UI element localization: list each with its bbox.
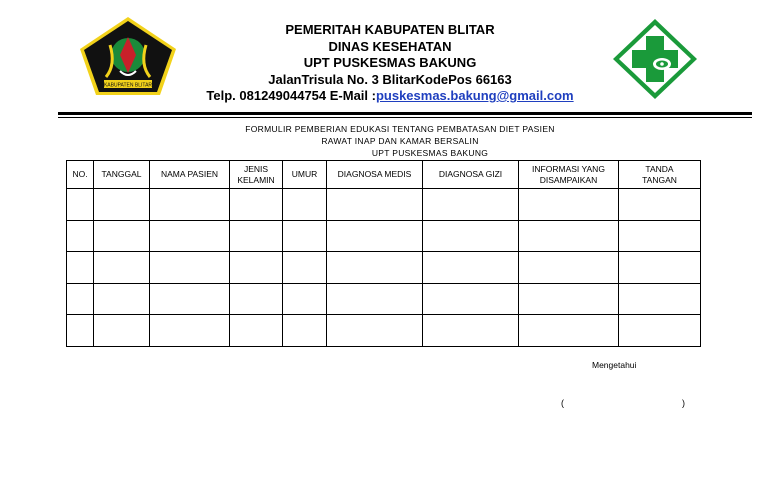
table-row bbox=[67, 189, 701, 221]
table-cell[interactable] bbox=[283, 283, 327, 315]
table-cell[interactable] bbox=[327, 252, 423, 284]
table-cell[interactable] bbox=[94, 220, 150, 252]
form-title-line2: RAWAT INAP DAN KAMAR BERSALIN bbox=[321, 136, 479, 146]
table-cell[interactable] bbox=[283, 315, 327, 347]
kabupaten-blitar-logo bbox=[76, 15, 180, 97]
table-cell[interactable] bbox=[94, 252, 150, 284]
table-cell[interactable] bbox=[150, 252, 230, 284]
table-cell[interactable] bbox=[327, 189, 423, 221]
table-cell[interactable] bbox=[619, 315, 701, 347]
table-cell[interactable] bbox=[67, 189, 94, 221]
table-cell[interactable] bbox=[230, 220, 283, 252]
table-cell[interactable] bbox=[619, 220, 701, 252]
table-cell[interactable] bbox=[519, 283, 619, 315]
table-row bbox=[67, 315, 701, 347]
table-cell[interactable] bbox=[94, 283, 150, 315]
logo-caption: KABUPATEN BLITAR bbox=[103, 82, 153, 89]
table-cell[interactable] bbox=[327, 315, 423, 347]
table-cell[interactable] bbox=[283, 220, 327, 252]
col-header-tanggal: TANGGAL bbox=[94, 161, 150, 189]
puskesmas-logo bbox=[612, 18, 698, 100]
table-cell[interactable] bbox=[423, 315, 519, 347]
table-cell[interactable] bbox=[67, 315, 94, 347]
table-cell[interactable] bbox=[230, 283, 283, 315]
address: JalanTrisula No. 3 BlitarKodePos 66163 bbox=[268, 71, 512, 87]
table-cell[interactable] bbox=[283, 252, 327, 284]
table-cell[interactable] bbox=[230, 252, 283, 284]
signature-open-paren: ( bbox=[561, 398, 564, 408]
table-cell[interactable] bbox=[94, 315, 150, 347]
col-header-informasi: INFORMASI YANG DISAMPAIKAN bbox=[519, 161, 619, 189]
email-link[interactable]: puskesmas.bakung@gmail.com bbox=[375, 88, 574, 103]
clinic-name: UPT PUSKESMAS BAKUNG bbox=[303, 55, 477, 70]
table-cell[interactable] bbox=[67, 220, 94, 252]
col-header-nama-pasien: NAMA PASIEN bbox=[150, 161, 230, 189]
education-form-table bbox=[66, 160, 701, 347]
col-header-umur: UMUR bbox=[283, 161, 327, 189]
acknowledge-label: Mengetahui bbox=[592, 360, 637, 370]
table-cell[interactable] bbox=[619, 283, 701, 315]
table-cell[interactable] bbox=[519, 220, 619, 252]
table-cell[interactable] bbox=[94, 189, 150, 221]
header-divider-thin bbox=[58, 117, 752, 118]
table-cell[interactable] bbox=[150, 220, 230, 252]
table-row bbox=[67, 283, 701, 315]
col-header-diagnosa-medis: DIAGNOSA MEDIS bbox=[327, 161, 423, 189]
col-header-no: NO. bbox=[67, 161, 94, 189]
letterhead bbox=[180, 22, 600, 105]
table-cell[interactable] bbox=[67, 252, 94, 284]
table-cell[interactable] bbox=[619, 189, 701, 221]
table-cell[interactable] bbox=[619, 252, 701, 284]
table-cell[interactable] bbox=[150, 283, 230, 315]
col-header-diagnosa-gizi: DIAGNOSA GIZI bbox=[423, 161, 519, 189]
table-cell[interactable] bbox=[423, 220, 519, 252]
department-name: DINAS KESEHATAN bbox=[328, 38, 452, 54]
table-header-row bbox=[67, 161, 701, 189]
form-title bbox=[120, 123, 680, 159]
table-cell[interactable] bbox=[150, 315, 230, 347]
table-cell[interactable] bbox=[327, 220, 423, 252]
table-cell[interactable] bbox=[67, 283, 94, 315]
table-cell[interactable] bbox=[423, 283, 519, 315]
table-cell[interactable] bbox=[230, 189, 283, 221]
table-cell[interactable] bbox=[423, 189, 519, 221]
signature-close-paren: ) bbox=[682, 398, 685, 408]
header-divider-thick bbox=[58, 112, 752, 115]
table-row bbox=[67, 252, 701, 284]
form-title-line1: FORMULIR PEMBERIAN EDUKASI TENTANG PEMBATASAN DIET PASIEN bbox=[245, 124, 555, 134]
table-cell[interactable] bbox=[519, 252, 619, 284]
table-cell[interactable] bbox=[327, 283, 423, 315]
table-cell[interactable] bbox=[283, 189, 327, 221]
table-row bbox=[67, 220, 701, 252]
table-cell[interactable] bbox=[519, 189, 619, 221]
table-cell[interactable] bbox=[230, 315, 283, 347]
contact-line bbox=[180, 88, 600, 105]
col-header-jenis-kelamin: JENIS KELAMIN bbox=[230, 161, 283, 189]
form-title-line3: UPT PUSKESMAS BAKUNG bbox=[371, 148, 489, 158]
col-header-tanda-tangan: TANDA TANGAN bbox=[619, 161, 701, 189]
table-cell[interactable] bbox=[519, 315, 619, 347]
government-name: PEMERITAH KABUPATEN BLITAR bbox=[285, 22, 495, 37]
table-cell[interactable] bbox=[150, 189, 230, 221]
contact-prefix: Telp. 081249044754 E-Mail : bbox=[206, 88, 376, 103]
table-cell[interactable] bbox=[423, 252, 519, 284]
